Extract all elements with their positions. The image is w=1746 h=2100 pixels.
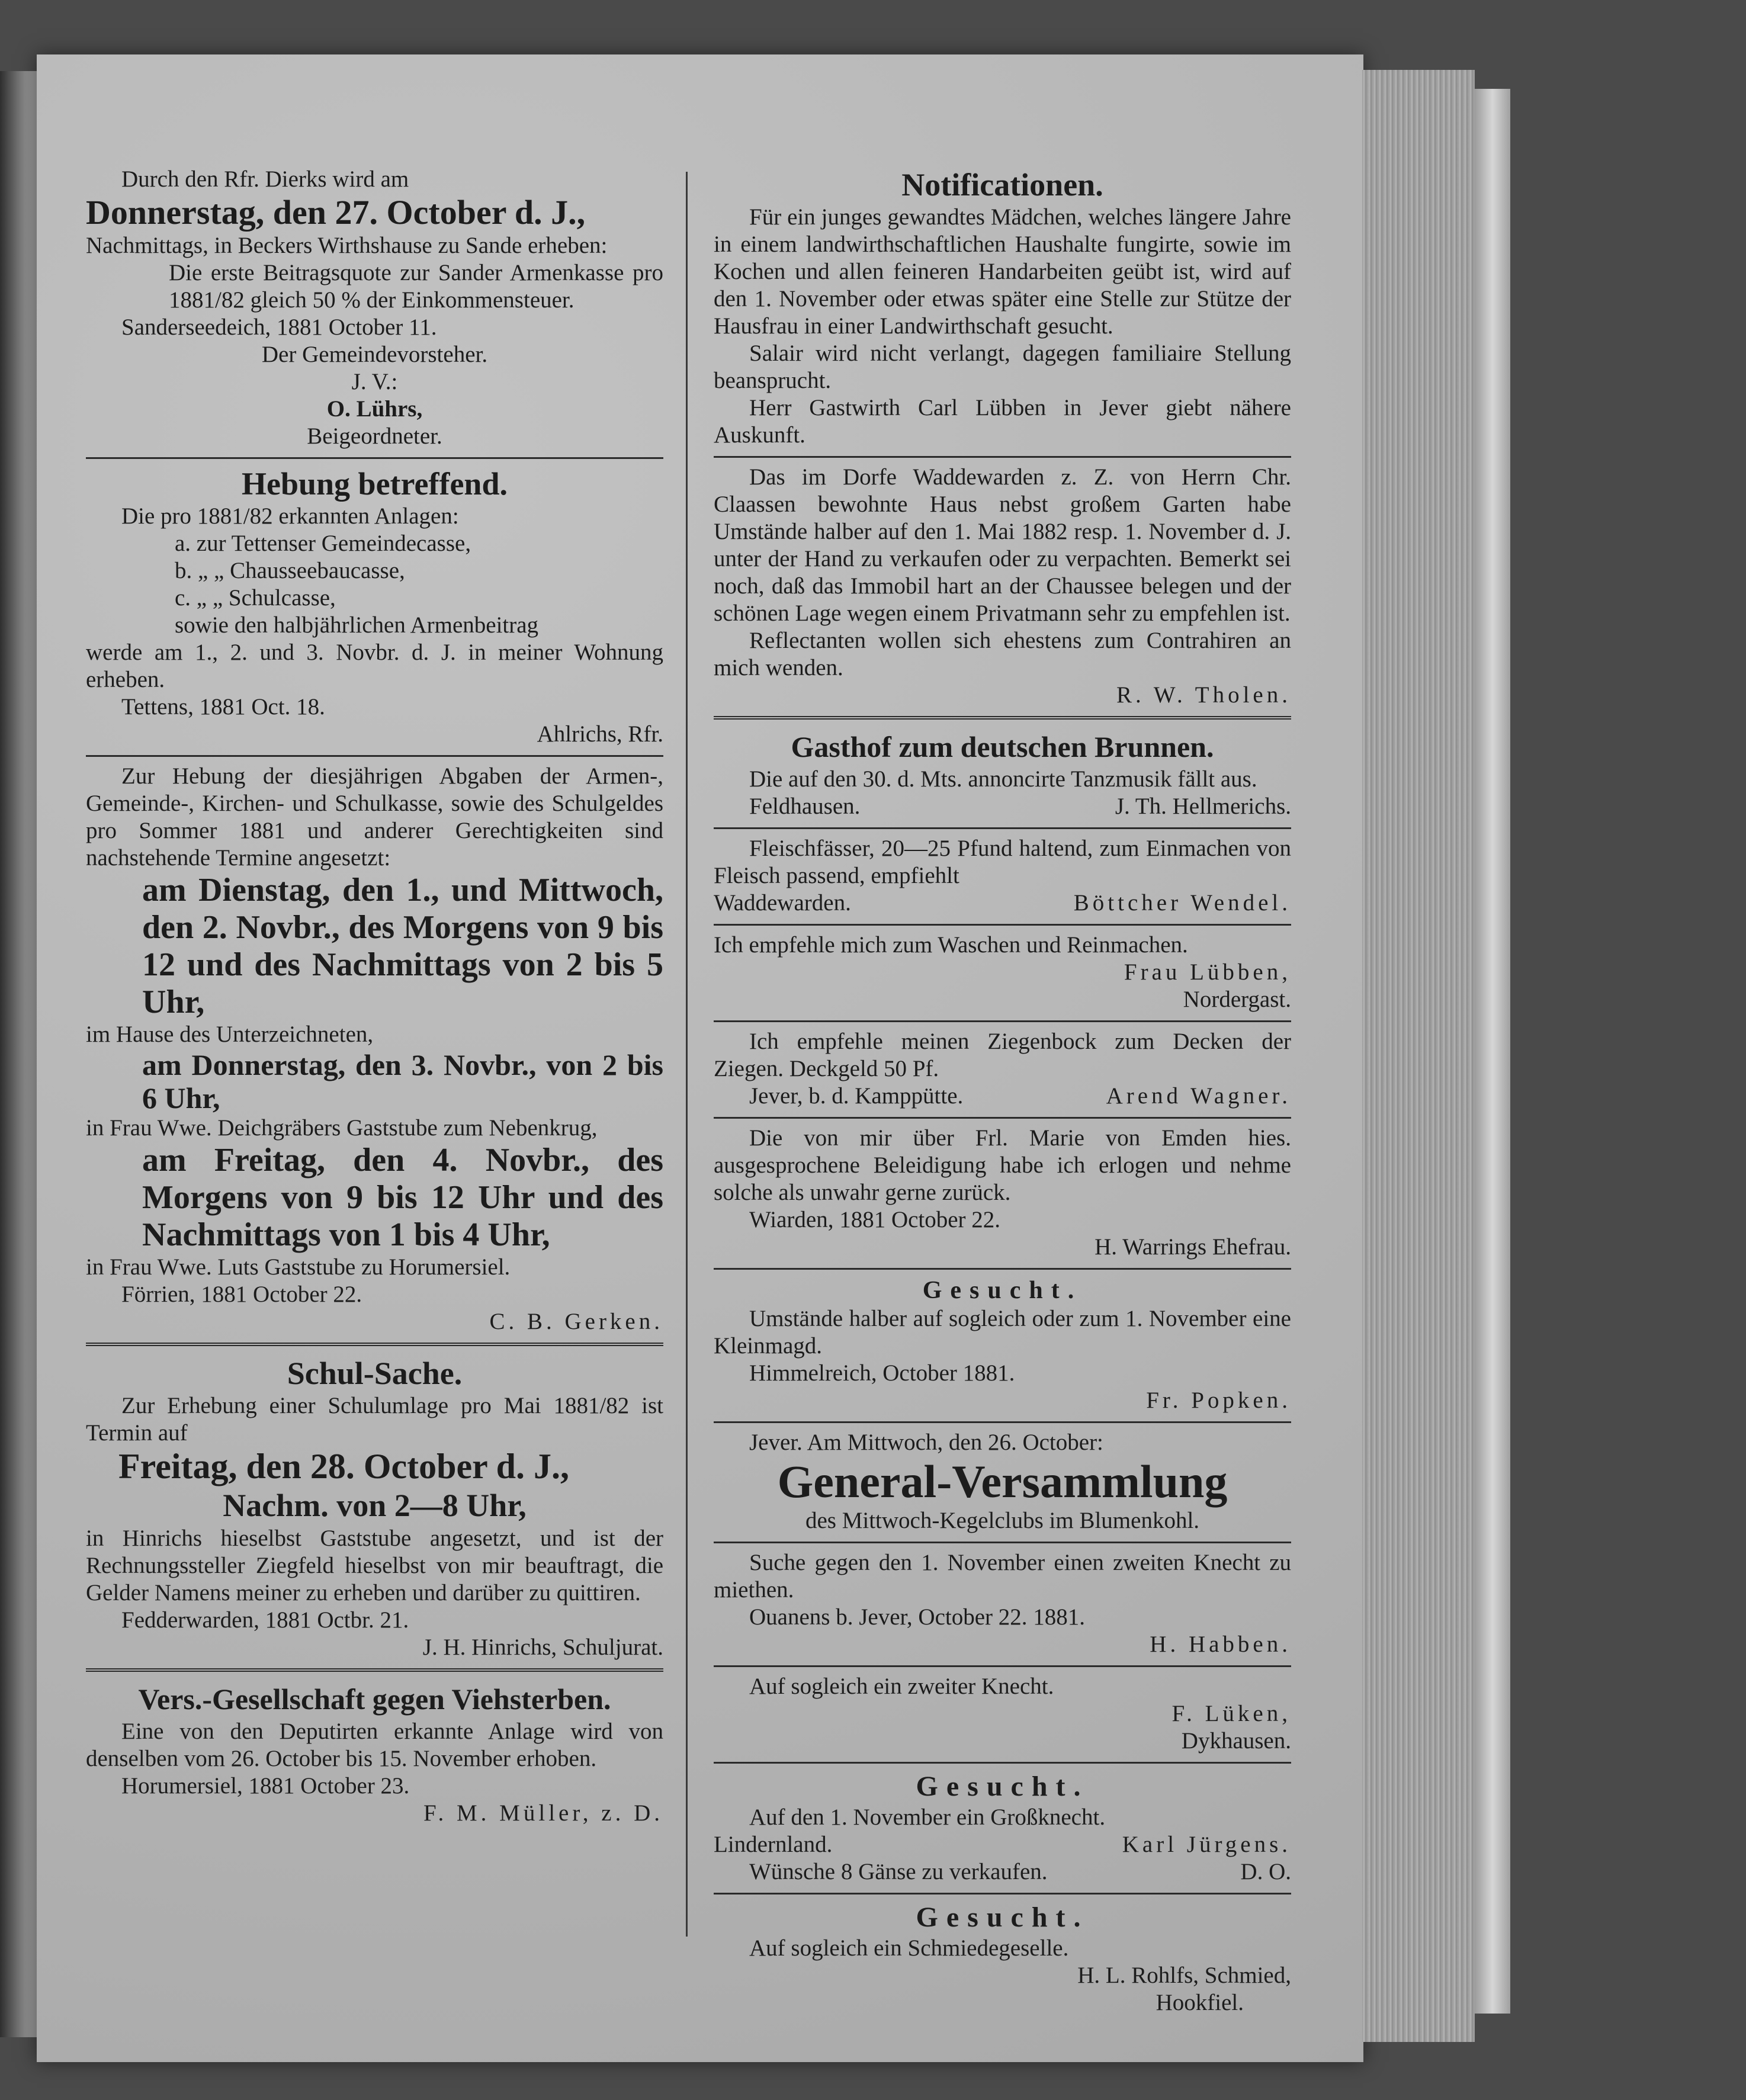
notice-heading: Schul-Sache.	[287, 1356, 463, 1391]
notice-date-heading: Freitag, den 28. October d. J.,	[118, 1447, 570, 1486]
notice-knecht-gesucht	[714, 1549, 1291, 1658]
notice-signature-place: Hookfiel.	[1156, 1990, 1244, 2015]
notice-line: Auf sogleich ein Schmiedegeselle.	[749, 1935, 1069, 1961]
notice-line: Ich empfehle meinen Ziegenbock zum Decken der Ziegen. Deckgeld 50 Pf.	[714, 1029, 1291, 1081]
notice-waschen	[714, 932, 1291, 1013]
notice-heading: Gesucht.	[922, 1277, 1083, 1304]
column-divider	[686, 172, 688, 1937]
notice-place-signature-row	[714, 1831, 1291, 1858]
notice-place-date: Sanderseedeich, 1881 October 11.	[121, 314, 437, 340]
notice-line: Auf den 1. November ein Großknecht.	[749, 1804, 1106, 1830]
notice-list-item: sowie den halbjährlichen Armenbeitrag	[175, 612, 539, 638]
notice-line: Fleischfässer, 20—25 Pfund haltend, zum Einmachen von Fleisch passend, empfiehlt	[714, 836, 1291, 888]
notice-line: Zur Hebung der diesjährigen Abgaben der Armen-, Gemeinde-, Kirchen- und Schulkasse, sowie des Schulgeldes pro Sommer 1881 und anderer Gerechtigkeiten sind nachstehende Termine angesetzt:	[86, 763, 663, 871]
notice-ziegenbock	[714, 1028, 1291, 1110]
separator-rule	[714, 1762, 1291, 1764]
notice-line: des Mittwoch-Kegelclubs im Blumenkohl.	[805, 1508, 1200, 1533]
notice-signature: J. H. Hinrichs, Schuljurat.	[422, 1635, 663, 1660]
notice-heading: Vers.-Gesellschaft gegen Viehsterben.	[138, 1682, 611, 1716]
notice-line: Auf sogleich ein zweiter Knecht.	[749, 1674, 1054, 1699]
notice-line: Jever. Am Mittwoch, den 26. October:	[749, 1430, 1103, 1455]
page-stack-edge	[1362, 70, 1475, 2042]
notice-zweiter-knecht	[714, 1673, 1291, 1755]
separator-rule	[714, 1542, 1291, 1543]
notice-term-heading: am Freitag, den 4. Novbr., des Morgens von 9 bis 12 Uhr und des Nachmittags von 1 bis 4 Uhr,	[142, 1142, 663, 1253]
separator-rule	[714, 1893, 1291, 1895]
separator-rule	[714, 1665, 1291, 1667]
notice-term-heading: am Donnerstag, den 3. Novbr., von 2 bis 6 Uhr,	[142, 1048, 663, 1115]
notice-signature: R. W. Tholen.	[1116, 682, 1291, 708]
notice-place-date: Tettens, 1881 Oct. 18.	[121, 694, 325, 720]
notice-signature: H. Warrings Ehefrau.	[1095, 1234, 1291, 1260]
notice-place-date: Himmelreich, October 1881.	[749, 1360, 1015, 1386]
notice-heading: Gesucht.	[916, 1902, 1089, 1933]
notice-abgaben	[86, 763, 663, 1335]
notice-signature: J. V.:	[351, 369, 398, 394]
notice-place: Jever, b. d. Kamppütte.	[749, 1083, 964, 1109]
notice-line: Zur Erhebung einer Schulumlage pro Mai 1881/82 ist Termin auf	[86, 1393, 663, 1446]
separator-rule	[714, 1421, 1291, 1423]
separator-rule	[714, 716, 1291, 722]
notice-place: Lindernland.	[714, 1832, 833, 1857]
notice-line: Die von mir über Frl. Marie von Emden hies. ausgesprochene Beleidigung habe ich erlogen und nehme solche als unwahr gerne zurück.	[714, 1125, 1291, 1205]
notice-time-heading: Nachm. von 2—8 Uhr,	[223, 1488, 527, 1523]
separator-rule	[714, 924, 1291, 926]
notice-line: Salair wird nicht verlangt, dagegen familiaire Stellung beansprucht.	[714, 341, 1291, 393]
notice-signature: Fr. Popken.	[1146, 1388, 1291, 1413]
notice-line: Die erste Beitragsquote zur Sander Armenkasse pro 1881/82 gleich 50 % der Einkommensteuer.	[169, 260, 663, 313]
notice-signature-place: Dykhausen.	[1181, 1728, 1291, 1754]
notice-heading: Gasthof zum deutschen Brunnen.	[791, 730, 1214, 763]
notice-line: im Hause des Unterzeichneten,	[86, 1022, 374, 1047]
notice-line: Ich empfehle mich zum Waschen und Reinmachen.	[714, 932, 1188, 958]
notice-signature: Der Gemeindevorsteher.	[261, 342, 488, 367]
notice-signature-place: Nordergast.	[1183, 987, 1291, 1012]
notice-place-date: Förrien, 1881 October 22.	[121, 1282, 362, 1307]
notice-signature: Karl Jürgens.	[1122, 1832, 1291, 1857]
notice-place-date: Wiarden, 1881 October 22.	[749, 1207, 1001, 1232]
notice-date-heading: Donnerstag, den 27. October d. J.,	[86, 193, 586, 232]
notice-list-item: a. zur Tettenser Gemeindecasse,	[175, 531, 471, 556]
notice-heading: Notificationen.	[901, 167, 1103, 203]
notice-line: Umstände halber auf sogleich oder zum 1. November eine Kleinmagd.	[714, 1306, 1291, 1359]
notice-place: Waddewarden.	[714, 890, 851, 916]
notice-list-item: b. „ „ Chausseebaucasse,	[175, 558, 405, 583]
notice-heading: Hebung betreffend.	[241, 466, 508, 502]
notice-signature: J. Th. Hellmerichs.	[1115, 794, 1291, 819]
notice-signature: H. Habben.	[1150, 1632, 1291, 1657]
separator-rule	[86, 457, 663, 459]
notice-signature: F. M. Müller, z. D.	[423, 1800, 663, 1826]
notice-place-signature-row	[714, 890, 1291, 917]
notice-beleidigung	[714, 1125, 1291, 1261]
notice-line: Durch den Rfr. Dierks wird am	[121, 166, 409, 192]
notice-fleischfaesser	[714, 835, 1291, 917]
separator-rule	[714, 1117, 1291, 1119]
notice-gesucht-kleinmagd	[714, 1276, 1291, 1414]
notice-heading: Gesucht.	[916, 1771, 1089, 1802]
notice-place-date: Horumersiel, 1881 October 23.	[121, 1773, 410, 1799]
notice-place-signature-row	[714, 1083, 1291, 1110]
right-column	[714, 166, 1291, 2016]
notice-signature: H. L. Rohlfs, Schmied,	[1077, 1963, 1291, 1988]
notice-generalversammlung	[714, 1429, 1291, 1534]
notice-list-item: c. „ „ Schulcasse,	[175, 585, 336, 611]
separator-rule	[714, 1020, 1291, 1022]
notice-signature: C. B. Gerken.	[489, 1309, 663, 1334]
notice-place: Feldhausen.	[749, 794, 861, 819]
notice-notificationen	[714, 166, 1291, 449]
notice-signature: Arend Wagner.	[1106, 1083, 1291, 1109]
notice-line: Reflectanten wollen sich ehestens zum Contrahiren an mich wenden.	[714, 628, 1291, 680]
left-column	[86, 166, 663, 1827]
separator-rule	[86, 755, 663, 757]
separator-rule	[714, 456, 1291, 458]
notice-line: Eine von den Deputirten erkannte Anlage wird von denselben vom 26. October bis 15. November erhoben.	[86, 1719, 663, 1771]
notice-place-date: Fedderwarden, 1881 Octbr. 21.	[121, 1607, 409, 1633]
notice-signature: D. O.	[1240, 1859, 1291, 1884]
notice-line: Die auf den 30. d. Mts. annoncirte Tanzmusik fällt aus.	[749, 766, 1257, 792]
notice-schulsache	[86, 1354, 663, 1661]
notice-line: Nachmittags, in Beckers Wirthshause zu Sande erheben:	[86, 233, 608, 258]
notice-line: Herr Gastwirth Carl Lübben in Jever giebt nähere Auskunft.	[714, 395, 1291, 448]
notice-signature: Ahlrichs, Rfr.	[537, 721, 663, 747]
notice-line: in Frau Wwe. Luts Gaststube zu Horumersiel.	[86, 1254, 511, 1280]
notice-line: Das im Dorfe Waddewarden z. Z. von Herrn Chr. Claassen bewohnte Haus nebst großem Garten habe Umstände halber auf den 1. Mai 1882 resp. 1. November d. J. unter der Hand zu verkaufen oder zu verpachten. Bemerkt sei noch, daß das Immobil hart an der Chaussee belegen und der schönen Lage wegen einem Privatmann sehr zu empfehlen ist.	[714, 464, 1291, 626]
notice-line: Für ein junges gewandtes Mädchen, welches längere Jahre in einem landwirthschaftlichen Haushalte fungirte, sowie im Kochen und allen feineren Handarbeiten geübt ist, wird auf den 1. November oder etwas später eine Stelle zur Stütze der Hausfrau in einer Landwirthschaft gesucht.	[714, 204, 1291, 339]
notice-grossknecht	[714, 1770, 1291, 1886]
notice-line: Suche gegen den 1. November einen zweiten Knecht zu miethen.	[714, 1550, 1291, 1603]
notice-signature: Frau Lübben,	[1124, 959, 1291, 985]
separator-rule	[714, 827, 1291, 829]
notice-signature-title: Beigeordneter.	[307, 423, 442, 449]
notice-place-date: Ouanens b. Jever, October 22. 1881.	[749, 1604, 1086, 1630]
notice-gasthof	[714, 728, 1291, 820]
notice-heading: General-Versammlung	[777, 1456, 1228, 1507]
notice-signature: F. Lüken,	[1172, 1701, 1291, 1726]
notice-signature-name: O. Lührs,	[326, 396, 423, 422]
notice-line: werde am 1., 2. und 3. Novbr. d. J. in meiner Wohnung erheben.	[86, 640, 663, 692]
notice-place-signature-row	[714, 793, 1291, 820]
notice-term-heading: am Dienstag, den 1., und Mittwoch, den 2. Novbr., des Morgens von 9 bis 12 und des Nachmittags von 2 bis 5 Uhr,	[142, 872, 663, 1020]
separator-rule	[86, 1668, 663, 1674]
separator-rule	[714, 1268, 1291, 1270]
notice-schmiedegeselle	[714, 1900, 1291, 2016]
notice-line: in Hinrichs hieselbst Gaststube angesetzt, und ist der Rechnungssteller Ziegfeld hieselbst von mir beauftragt, die Gelder Namens meiner zu erheben und darüber zu quittiren.	[86, 1526, 663, 1605]
notice-hebung	[86, 465, 663, 748]
notice-viehsterben	[86, 1680, 663, 1827]
book-binding-left	[0, 71, 41, 2037]
notice-line: Die pro 1881/82 erkannten Anlagen:	[121, 503, 459, 529]
notice-gaense-row	[714, 1858, 1291, 1886]
page-stack-edge-outer	[1475, 89, 1510, 2014]
notice-haus-waddewarden	[714, 464, 1291, 709]
notice-line: Wünsche 8 Gänse zu verkaufen.	[749, 1859, 1048, 1884]
separator-rule	[86, 1343, 663, 1348]
notice-armenkasse	[86, 166, 663, 450]
notice-line: in Frau Wwe. Deichgräbers Gaststube zum Nebenkrug,	[86, 1115, 598, 1141]
notice-signature: Böttcher Wendel.	[1073, 890, 1291, 916]
